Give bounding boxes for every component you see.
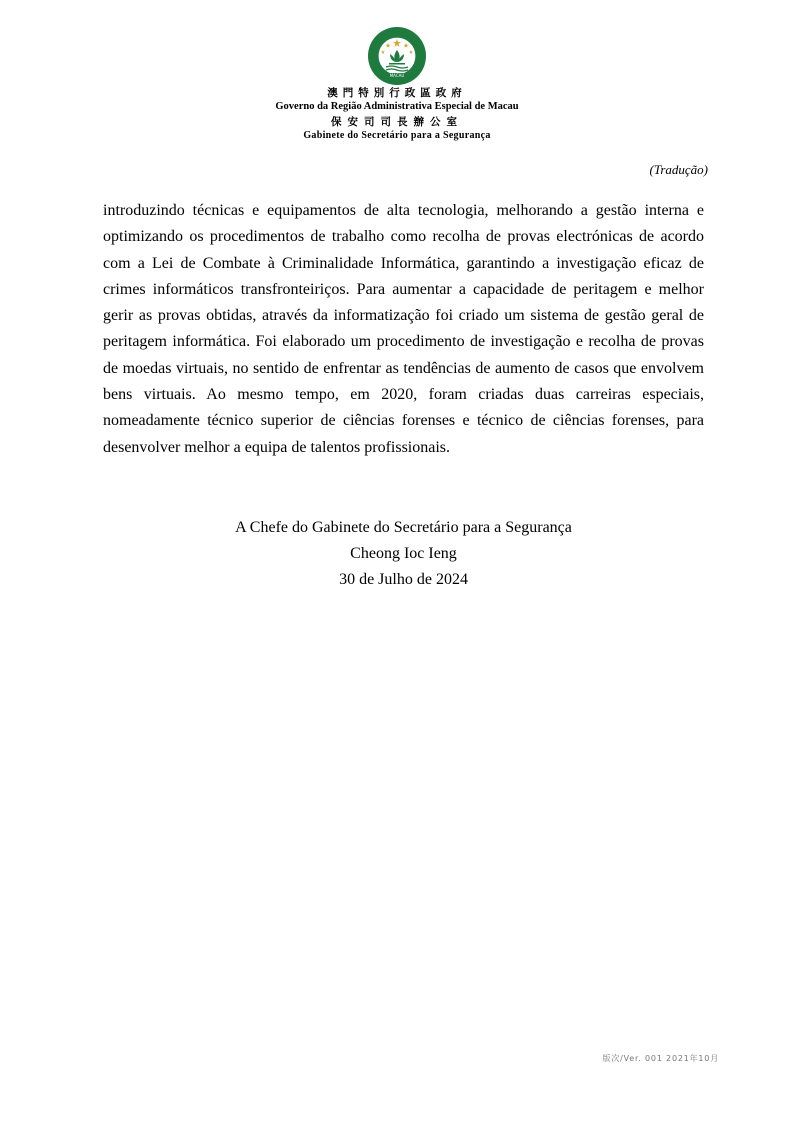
signatory-name: Cheong Ioc Ieng <box>350 545 457 562</box>
signature-block <box>103 515 704 593</box>
org-name-chinese: 澳門特別行政區政府 <box>327 87 467 99</box>
document-header <box>0 26 794 141</box>
svg-text:MACAU: MACAU <box>389 73 405 78</box>
org-name-portuguese: Governo da Região Administrativa Especial de Macau <box>275 100 519 112</box>
office-name-portuguese: Gabinete do Secretário para a Segurança <box>303 129 491 141</box>
body-paragraph: introduzindo técnicas e equipamentos de alta tecnologia, melhorando a gestão interna e optimizando os procedimentos de trabalho como recolha de provas electrónicas de acordo com a Lei de Combate à Criminalidade Informática, garantindo a investigação eficaz de crimes informáticos transfronteiriços. Para aumentar a capacidade de peritagem e melhor gerir as provas obtidas, através da informatização foi criado um sistema de gestão geral de peritagem informática. Foi elaborado um procedimento de investigação e recolha de provas de moedas virtuais, no sentido de enfrentar as tendências de aumento de casos que envolvem bens virtuais. Ao mesmo tempo, em 2020, foram criadas duas carreiras especiais, nomeadamente técnico superior de ciências forenses e técnico de ciências forenses, para desenvolver melhor a equipa de talentos profissionais. <box>103 202 704 456</box>
signature-date: 30 de Julho de 2024 <box>339 571 468 588</box>
macau-emblem-icon <box>367 26 427 86</box>
signatory-title: A Chefe do Gabinete do Secretário para a Segurança <box>235 519 572 536</box>
translation-note: (Tradução) <box>649 162 708 177</box>
office-name-chinese: 保安司司長辦公室 <box>331 116 463 128</box>
footer-version: 版次/Ver. 001 2021年10月 <box>602 1054 719 1063</box>
